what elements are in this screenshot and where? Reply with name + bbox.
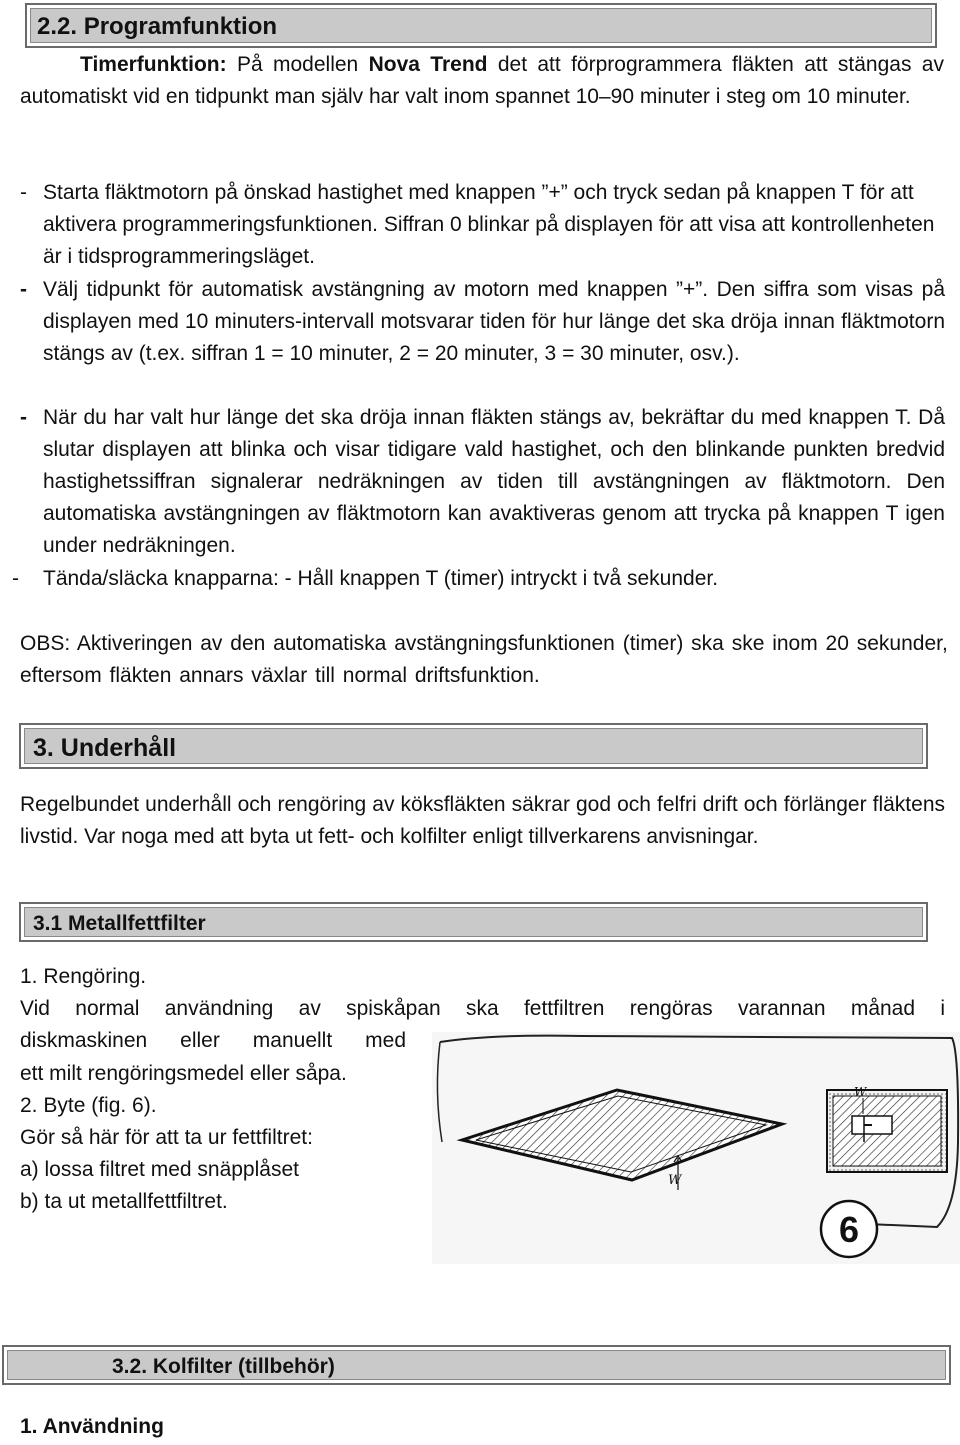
intro-text-b: det att förprogrammera fläkten att stängas av automatiskt vid en tidpunkt man själv har valt inom spannet 10–90 minuter i steg om 10 minuter. — [20, 53, 944, 108]
bullet-dash: - — [20, 181, 27, 204]
obs-note: OBS: Aktiveringen av den automatiska avstängningsfunktionen (timer) ska ske inom 20 sekunder, eftersom fläkten annars växlar till normal driftsfunktion. — [20, 632, 948, 687]
cleaning-text-line-3: ett milt rengöringsmedel eller såpa. — [20, 1062, 347, 1085]
timer-label: Timerfunktion: — [80, 53, 227, 76]
section-heading-programfunktion — [25, 3, 937, 48]
replace-step-a: a) lossa filtret med snäpplåset — [20, 1158, 299, 1181]
section-heading-metallfettfilter — [19, 902, 928, 942]
model-name: Nova Trend — [368, 53, 488, 76]
figure-label-w-top: W — [854, 1085, 867, 1099]
cleaning-heading: 1. Rengöring. — [20, 965, 147, 988]
figure-number: 6 — [838, 1209, 860, 1250]
section-heading-underhall — [19, 723, 928, 769]
intro-text-a: På modellen — [226, 53, 369, 76]
section-title: 3.2. Kolfilter (tillbehör) — [112, 1355, 335, 1378]
step-4-text: Tända/släcka knapparna: - Håll knappen T (timer) intryckt i två sekunder. — [43, 567, 719, 590]
bullet-dash: - — [20, 278, 27, 301]
step-3-text: När du har valt hur länge det ska dröja innan fläkten stängs av, bekräftar du med knappen T. Då slutar displayen att blinka och visar tidigare vald hastighet, och den blinkande punkten bredvid hastighetssiffran signalerar nedräkningen av tiden till avstängningen av fläktmotorn. Den automatiska avstängningen av fläktmotorn kan avaktiveras genom att trycka på knappen T igen under nedräkningen. — [43, 406, 945, 557]
section-title: 3. Underhåll — [33, 734, 177, 762]
replace-heading: 2. Byte (fig. 6). — [20, 1094, 157, 1117]
step-1-text: Starta fläktmotorn på önskad hastighet med knappen ”+” och tryck sedan på knappen T för att aktivera programmeringsfunktionen. Siffran 0 blinkar på displayen för att visa att kontrollenheten är i tidsprogrammeringsläget. — [43, 181, 935, 268]
step-2-text: Välj tidpunkt för automatisk avstängning av motorn med knappen ”+”. Den siffra som visas på displayen med 10 minuters-intervall motsvarar tiden för hur länge det ska dröja innan fläktmotorn stängs av (t.ex. siffran 1 = 10 minuter, 2 = 20 minuter, 3 = 30 minuter, osv.). — [43, 278, 945, 365]
section-heading-kolfilter — [2, 1345, 951, 1385]
replace-step-b: b) ta ut metallfettfiltret. — [20, 1190, 228, 1213]
maintenance-paragraph: Regelbundet underhåll och rengöring av köksfläkten säkrar god och felfri drift och förlänger fläktens livstid. Var noga med att byta ut fett- och kolfilter enligt tillverkarens anvisningar. — [20, 793, 945, 848]
timer-intro-paragraph — [20, 49, 944, 113]
section-title: 2.2. Programfunktion — [37, 13, 278, 40]
cleaning-text-line-2: diskmaskinen eller manuellt med — [20, 1029, 406, 1052]
filter-removal-figure — [432, 1032, 960, 1264]
bullet-dash: - — [20, 406, 27, 429]
section-title: 3.1 Metallfettfilter — [33, 912, 206, 935]
replace-intro: Gör så här för att ta ur fettfiltret: — [20, 1126, 313, 1149]
cleaning-text-line-1: Vid normal användning av spiskåpan ska fettfiltren rengöras varannan månad i — [20, 997, 945, 1020]
bullet-dash: - — [12, 567, 19, 590]
usage-heading: 1. Användning — [20, 1415, 164, 1438]
figure-label-w-bottom: W — [668, 1173, 682, 1188]
